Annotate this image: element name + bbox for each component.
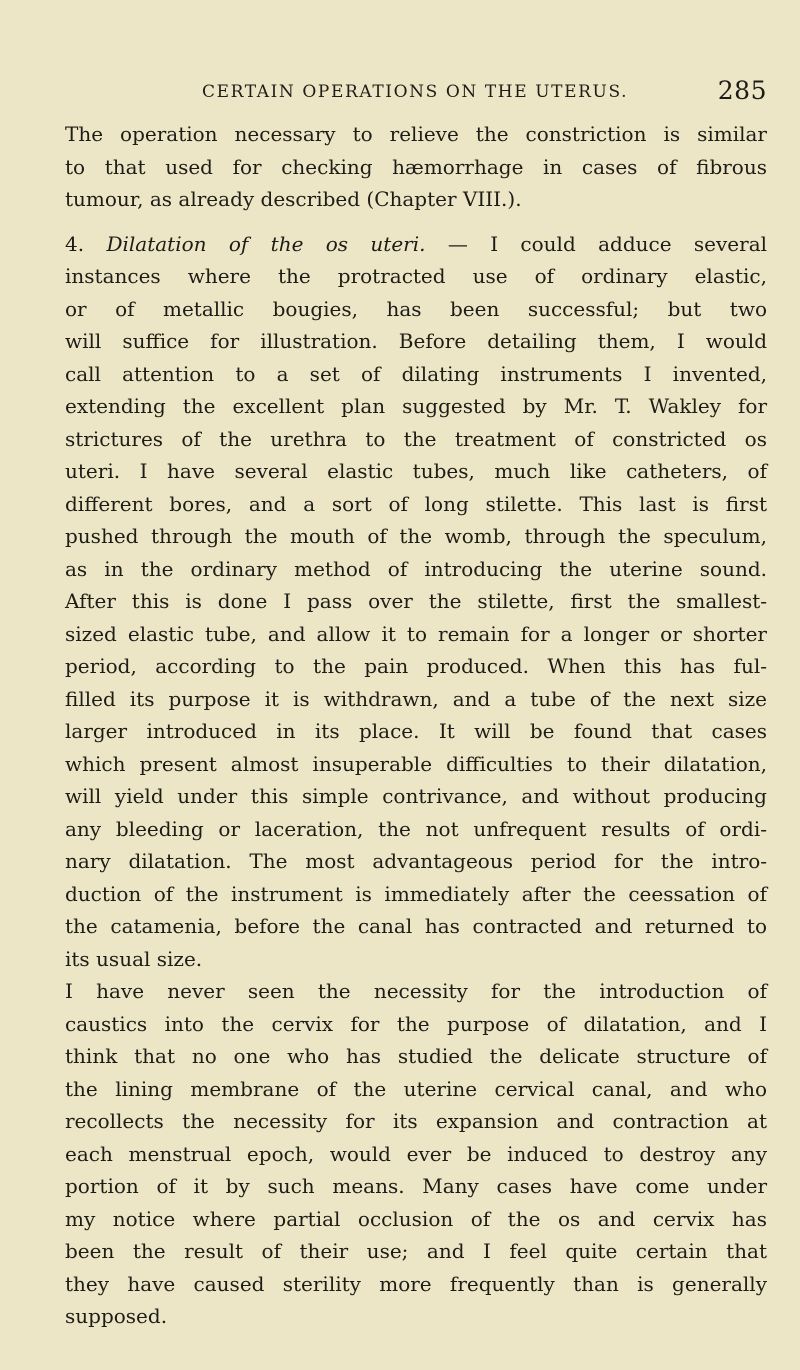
running-title: CERTAIN OPERATIONS ON THE UTERUS. — [202, 82, 629, 102]
text-line: been the result of their use; and I feel quite certain that — [65, 1239, 767, 1263]
text-line: any bleeding or laceration, the not unfrequent results of ordi- — [65, 816, 767, 841]
text-line: its usual size. — [65, 946, 203, 971]
text-line: The operation necessary to relieve the constriction is similar — [65, 122, 767, 146]
text-line: the catamenia, before the canal has contracted and returned to — [65, 914, 767, 938]
text-line: to that used for checking hæmorrhage in cases of fibrous — [65, 154, 767, 179]
section-heading-line — [65, 228, 767, 261]
text-line: larger introduced in its place. It will be found that cases — [65, 719, 767, 743]
text-line: filled its purpose it is withdrawn, and a tube of the next size — [65, 686, 767, 711]
text-line: I have never seen the necessity for the introduction of — [65, 979, 767, 1003]
section-number: 4. — [65, 231, 85, 256]
paragraph-3 — [65, 975, 767, 1333]
page-number: 285 — [717, 76, 767, 105]
text-line: they have caused sterility more frequently than is generally — [65, 1271, 767, 1296]
section-heading: Dilatation of the os uteri. — [106, 231, 426, 256]
text-line: different bores, and a sort of long stilette. This last is first — [65, 491, 767, 516]
text-line: uteri. I have several elastic tubes, much like catheters, of — [65, 459, 767, 483]
text-line: duction of the instrument is immediately after the ceessation of — [65, 881, 767, 906]
text-line: portion of it by such means. Many cases have come under — [65, 1174, 767, 1198]
text-line: call attention to a set of dilating instruments I invented, — [65, 361, 767, 386]
text-line: will suffice for illustration. Before detailing them, I would — [65, 329, 767, 353]
body-text — [65, 118, 767, 1333]
text-line: strictures of the urethra to the treatment of constricted os — [65, 426, 767, 451]
text-line: sized elastic tube, and allow it to remain for a longer or shorter — [65, 621, 767, 646]
text-line: as in the ordinary method of introducing the uterine sound. — [65, 556, 767, 581]
text-line: period, according to the pain produced. When this has ful- — [65, 654, 767, 678]
text-line: extending the excellent plan suggested by Mr. T. Wakley for — [65, 394, 767, 418]
text-line: or of metallic bougies, has been successful; but two — [65, 296, 767, 321]
text-line: pushed through the mouth of the womb, through the speculum, — [65, 524, 767, 548]
text-line: will yield under this simple contrivance, and without producing — [65, 784, 767, 808]
text-line: nary dilatation. The most advantageous period for the intro- — [65, 849, 767, 873]
paragraph-1 — [65, 118, 767, 216]
text-line: recollects the necessity for its expansion and contraction at — [65, 1109, 767, 1133]
text-line: supposed. — [65, 1304, 168, 1328]
text-line: my notice where partial occlusion of the os and cervix has — [65, 1206, 767, 1231]
section-4-paragraph — [65, 228, 767, 976]
heading-line-text: — I could adduce several — [447, 231, 768, 256]
text-line: tumour, as already described (Chapter VIII.). — [65, 187, 522, 211]
text-line: instances where the protracted use of ordinary elastic, — [65, 264, 767, 288]
text-line: After this is done I pass over the stilette, first the smallest- — [65, 589, 767, 613]
text-line: the lining membrane of the uterine cervical canal, and who — [65, 1076, 767, 1101]
text-line: think that no one who has studied the delicate structure of — [65, 1044, 767, 1068]
text-line: each menstrual epoch, would ever be induced to destroy any — [65, 1141, 767, 1166]
running-head — [65, 76, 767, 110]
paragraph-gap — [65, 216, 767, 228]
text-line: caustics into the cervix for the purpose of dilatation, and I — [65, 1011, 767, 1036]
text-line: which present almost insuperable difficulties to their dilatation, — [65, 751, 767, 776]
